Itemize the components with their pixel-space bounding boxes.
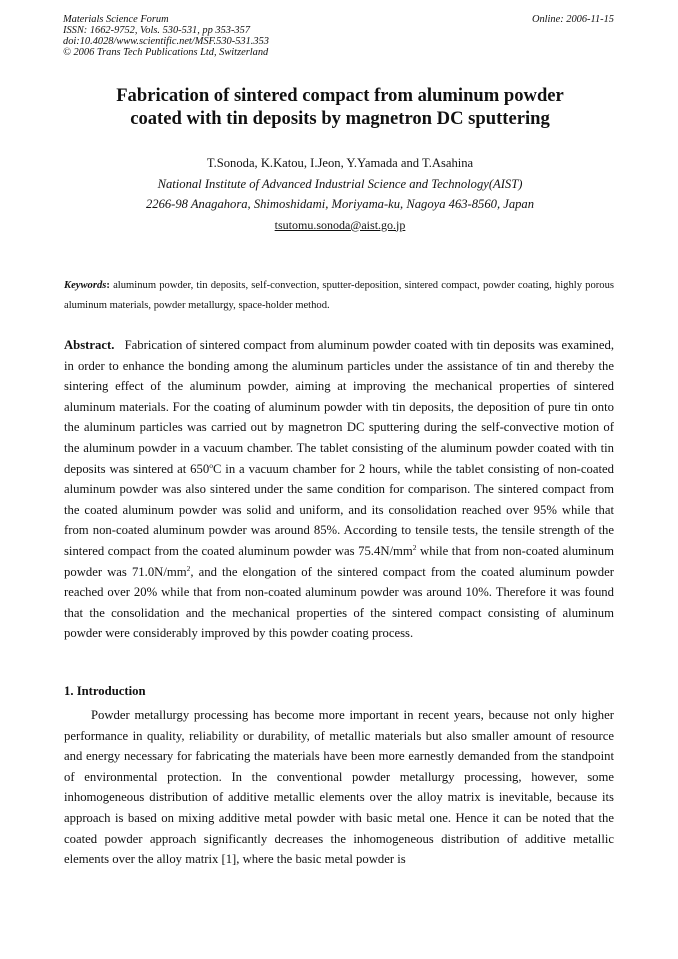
introduction-heading: 1. Introduction	[64, 684, 146, 698]
online-date: Online: 2006-11-15	[531, 14, 614, 25]
abstract-text-1: Fabrication of sintered compact from aluminum powder coated with tin deposits was examined, in order to enhance the bonding among the aluminum particles under the assistance of tin and thereby the sintering effect of the aluminum powder, aiming at improving the mechanical properties of sintered aluminum materials. For the coating of aluminum powder with tin deposits, the deposition of pure tin onto the aluminum particles was carried out by magnetron DC sputtering during the self-convective motion of the aluminum powder in a vacuum chamber. The tablet consisting of the aluminum powder coated with tin deposits was sintered at 650	[64, 338, 614, 476]
title-line-1: Fabrication of sintered compact from aluminum powder	[116, 85, 564, 106]
abstract-label: Abstract.	[64, 338, 115, 352]
keywords-colon: :	[106, 280, 110, 291]
introduction-paragraph: Powder metallurgy processing has become more important in recent years, because not only higher performance in quality, reliability or durability, of metallic materials but also smaller amount of resource and energy necessary for fabricating the materials have been more earnestly demanded from the standpoint of environmental protection. In the conventional powder metallurgy processing, however, some inhomogeneous distribution of additive metallic elements over the alloy matrix is inevitable, because its approach is based on mixing additive metal powder with basic metal one. Hence it can be noted that the coated powder approach significantly decreases the inhomogeneous distribution of additive metallic elements over the alloy matrix [1], where the basic metal powder is	[64, 708, 614, 867]
paper-title	[40, 84, 640, 130]
keywords-label: Keywords	[64, 280, 107, 291]
journal-name: Materials Science Forum	[63, 14, 169, 25]
keywords-section	[64, 276, 614, 316]
keywords-text: aluminum powder, tin deposits, self-convection, sputter-deposition, sintered compact, powder coating, highly porous aluminum materials, powder metallurgy, space-holder method.	[64, 280, 615, 311]
degree-sup: o	[209, 460, 213, 470]
address: 2266-98 Anagahora, Shimoshidami, Moriyama-ku, Nagoya 463-8560, Japan	[145, 197, 535, 211]
institute: National Institute of Advanced Industrial Science and Technology(AIST)	[157, 176, 523, 191]
superscript-2: 2	[186, 563, 191, 573]
abstract-section	[64, 335, 614, 644]
abstract-text-4: , and the elongation of the sintered compact from the coated aluminum powder reached over 20% while that from non-coated aluminum powder was around 10%. Therefore it was found that the consolidation and the mechanical properties of the sintered compact consisting of aluminum powder were considerably improved by this powder coating process.	[64, 564, 614, 641]
superscript-1: 2	[412, 542, 417, 552]
running-header	[63, 14, 614, 58]
issn-line: ISSN: 1662-9752, Vols. 530-531, pp 353-357	[63, 25, 251, 36]
citation-block	[63, 14, 269, 58]
title-line-2: coated with tin deposits by magnetron DC sputtering	[130, 108, 550, 129]
author-names: T.Sonoda, K.Katou, I.Jeon, Y.Yamada and T.Asahina	[206, 156, 474, 170]
abstract-text-3: while that from non-coated aluminum powder was 71.0N/mm	[64, 543, 614, 579]
email-link[interactable]: tsutomu.sonoda@aist.go.jp	[274, 217, 406, 232]
author-block	[40, 153, 640, 235]
abstract-text-2: C in a vacuum chamber for 2 hours, while the tablet consisting of non-coated aluminum powder was also sintered under the same condition for comparison. The sintered compact from the coated aluminum powder was solid and uniform, and its consolidation reached over 95% while that from non-coated aluminum powder was around 85%. According to tensile tests, the tensile strength of the sintered compact from the coated aluminum powder was 75.4N/mm	[64, 461, 614, 558]
copyright-line: © 2006 Trans Tech Publications Ltd, Switzerland	[63, 47, 269, 58]
doi-line: doi:10.4028/www.scientific.net/MSF.530-531.353	[63, 36, 269, 47]
